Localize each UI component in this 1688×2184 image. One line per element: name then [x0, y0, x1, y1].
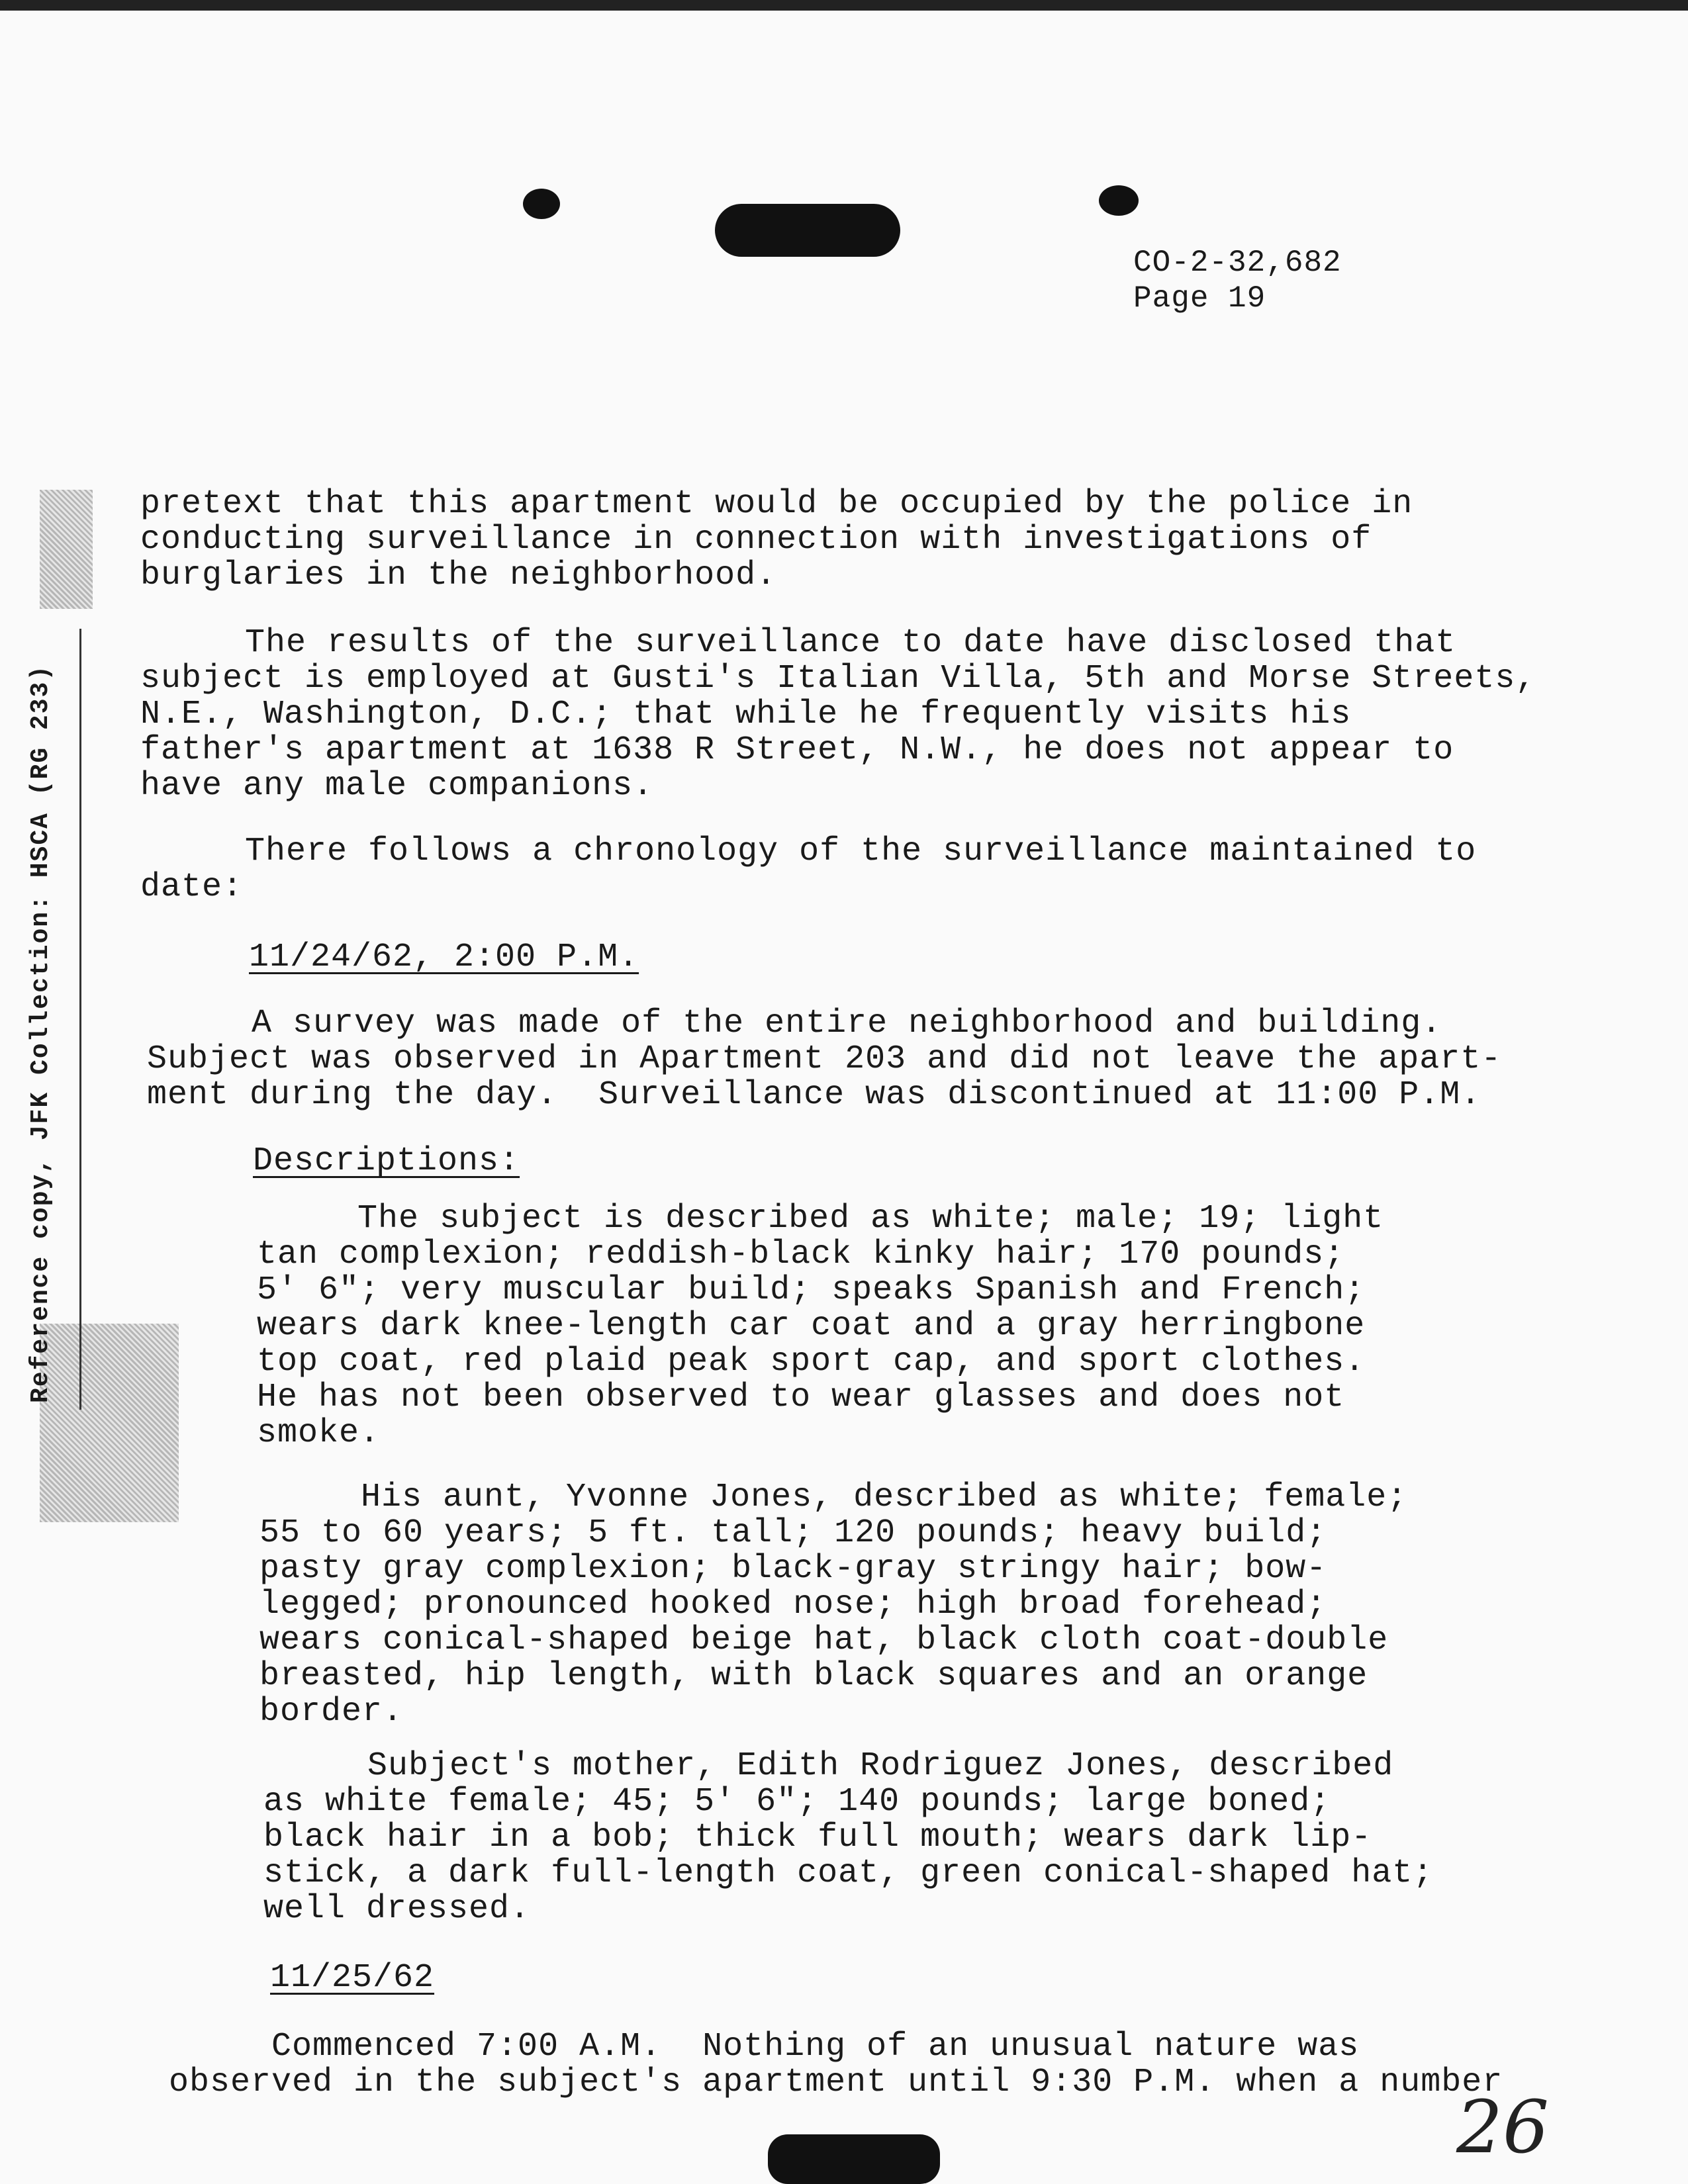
aunt-description-line-2: 55 to 60 years; 5 ft. tall; 120 pounds; heavy build; [259, 1514, 1327, 1552]
file-number: CO-2-32,682 [1133, 246, 1342, 280]
top-edge [0, 0, 1688, 11]
stamp-smudge-bottom [40, 1324, 179, 1522]
subject-description-line-5: top coat, red plaid peak sport cap, and sport clothes. [257, 1343, 1366, 1381]
subject-description-line-1: The subject is described as white; male; 19; light [357, 1200, 1384, 1238]
aunt-description-line-1: His aunt, Yvonne Jones, described as white; female; [361, 1479, 1408, 1516]
subject-description-line-7: smoke. [257, 1414, 381, 1452]
page-label: Page 19 [1133, 281, 1266, 316]
paragraph-5-line-2: observed in the subject's apartment until 9:30 P.M. when a number [169, 2064, 1503, 2101]
redaction-bottom [768, 2134, 940, 2184]
archival-reference-label: Reference copy, JFK Collection: HSCA (RG 233) [26, 664, 55, 1403]
handwritten-page-number: 26 [1456, 2085, 1549, 2169]
paragraph-2-line-3: N.E., Washington, D.C.; that while he frequently visits his [140, 696, 1352, 733]
mother-description-line-1: Subject's mother, Edith Rodriguez Jones, described [367, 1747, 1394, 1785]
mother-description-line-3: black hair in a bob; thick full mouth; wears dark lip- [263, 1819, 1372, 1856]
mother-description-line-4: stick, a dark full-length coat, green conical-shaped hat; [263, 1854, 1434, 1892]
date-heading-2: 11/25/62 [270, 1959, 435, 1997]
paragraph-4-line-1: A survey was made of the entire neighborhood and building. [252, 1005, 1442, 1042]
punch-hole-right [1099, 185, 1139, 216]
paragraph-4-line-2: Subject was observed in Apartment 203 and did not leave the apart- [147, 1040, 1502, 1078]
aunt-description-line-3: pasty gray complexion; black-gray stringy hair; bow- [259, 1550, 1327, 1588]
punch-hole-left [523, 189, 560, 219]
aunt-description-line-6: breasted, hip length, with black squares and an orange [259, 1657, 1368, 1695]
subject-description-line-4: wears dark knee-length car coat and a gray herringbone [257, 1307, 1366, 1345]
mother-description-line-5: well dressed. [263, 1890, 531, 1928]
paragraph-2-line-5: have any male companions. [140, 767, 654, 805]
date-heading-1: 11/24/62, 2:00 P.M. [249, 938, 639, 976]
redaction-top [715, 204, 900, 257]
paragraph-1-line-2: conducting surveillance in connection with investigations of [140, 521, 1372, 559]
stamp-rule [79, 629, 81, 1410]
aunt-description-line-7: border. [259, 1693, 404, 1731]
subject-description-line-6: He has not been observed to wear glasses and does not [257, 1379, 1345, 1416]
paragraph-3-line-1: There follows a chronology of the surveillance maintained to [245, 833, 1477, 870]
subject-description-line-3: 5' 6"; very muscular build; speaks Spanish and French; [257, 1271, 1366, 1309]
paragraph-5-line-1: Commenced 7:00 A.M. Nothing of an unusual nature was [271, 2028, 1360, 2066]
aunt-description-line-4: legged; pronounced hooked nose; high broad forehead; [259, 1586, 1327, 1623]
paragraph-1-line-3: burglaries in the neighborhood. [140, 557, 777, 594]
descriptions-heading: Descriptions: [253, 1142, 520, 1180]
subject-description-line-2: tan complexion; reddish-black kinky hair; 170 pounds; [257, 1236, 1345, 1273]
paragraph-1-line-1: pretext that this apartment would be occupied by the police in [140, 485, 1413, 523]
paragraph-2-line-1: The results of the surveillance to date have disclosed that [245, 624, 1456, 662]
paragraph-2-line-2: subject is employed at Gusti's Italian Villa, 5th and Morse Streets, [140, 660, 1536, 698]
paragraph-4-line-3: ment during the day. Surveillance was discontinued at 11:00 P.M. [147, 1076, 1481, 1114]
stamp-smudge-top [40, 490, 93, 609]
aunt-description-line-5: wears conical-shaped beige hat, black cloth coat-double [259, 1621, 1389, 1659]
paragraph-2-line-4: father's apartment at 1638 R Street, N.W., he does not appear to [140, 731, 1454, 769]
mother-description-line-2: as white female; 45; 5' 6"; 140 pounds; large boned; [263, 1783, 1331, 1821]
paragraph-3-line-2: date: [140, 868, 244, 906]
